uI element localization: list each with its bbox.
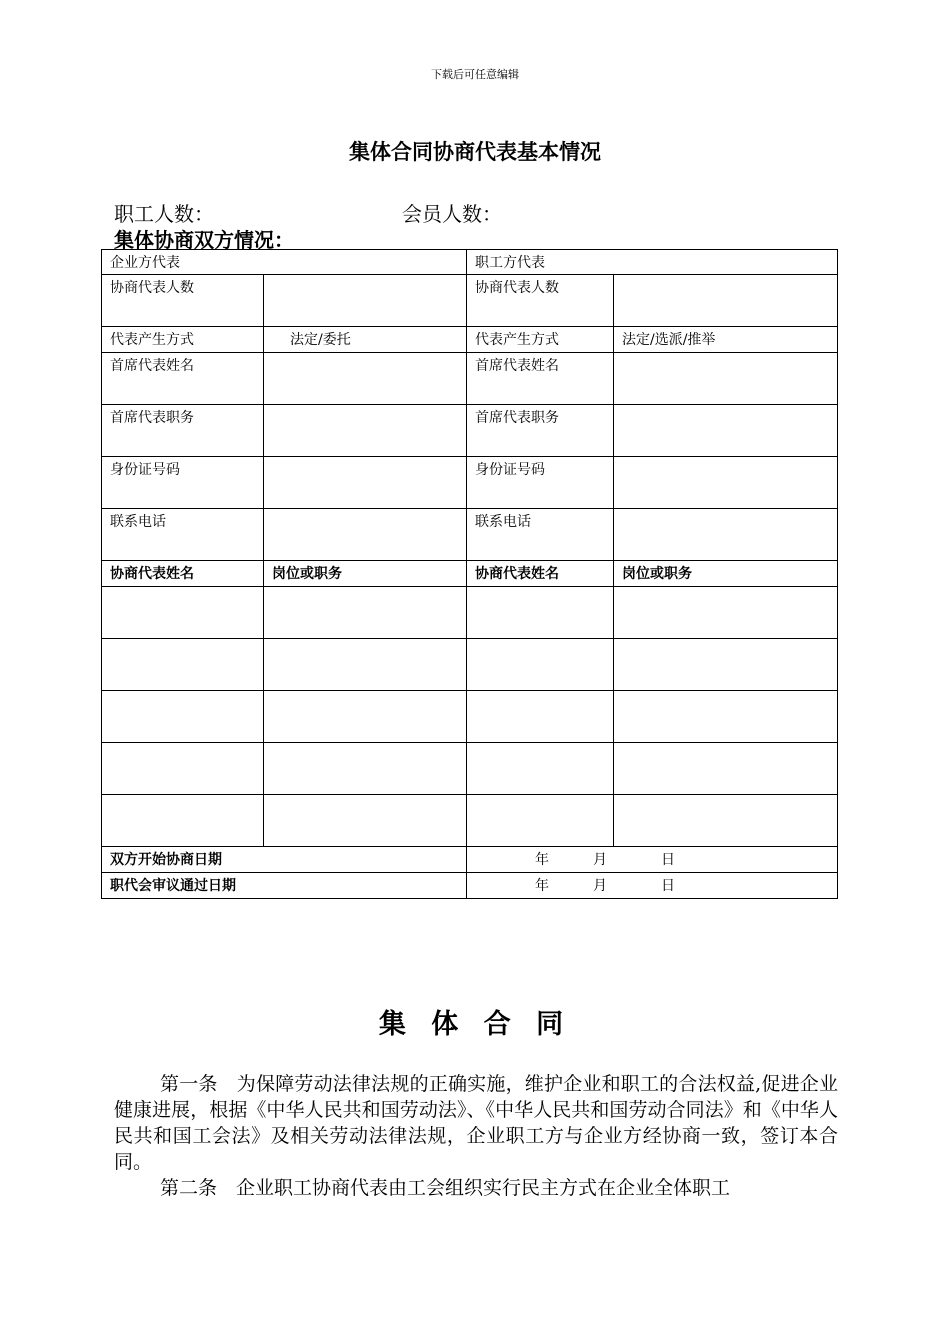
left-label: 身份证号码 bbox=[102, 457, 264, 509]
employer-header: 企业方代表 bbox=[102, 250, 467, 275]
left-value[interactable] bbox=[264, 405, 467, 457]
left-label: 联系电话 bbox=[102, 509, 264, 561]
member-cell[interactable] bbox=[614, 639, 838, 691]
member-position-header: 岗位或职务 bbox=[264, 561, 467, 587]
table-row bbox=[102, 873, 838, 899]
left-label: 首席代表姓名 bbox=[102, 353, 264, 405]
right-label: 协商代表人数 bbox=[467, 275, 614, 327]
employee-header: 职工方代表 bbox=[467, 250, 838, 275]
member-cell[interactable] bbox=[467, 795, 614, 847]
member-cell[interactable] bbox=[614, 795, 838, 847]
member-cell[interactable] bbox=[102, 795, 264, 847]
table-row bbox=[102, 275, 838, 327]
member-cell[interactable] bbox=[264, 587, 467, 639]
left-label: 代表产生方式 bbox=[102, 327, 264, 353]
member-cell[interactable] bbox=[614, 587, 838, 639]
count-line bbox=[114, 198, 814, 226]
left-label: 协商代表人数 bbox=[102, 275, 264, 327]
right-label: 首席代表职务 bbox=[467, 405, 614, 457]
member-cell[interactable] bbox=[102, 639, 264, 691]
table-row bbox=[102, 639, 838, 691]
congress-approval-date-label: 职代会审议通过日期 bbox=[102, 873, 467, 899]
right-label: 首席代表姓名 bbox=[467, 353, 614, 405]
negotiation-start-date-label: 双方开始协商日期 bbox=[102, 847, 467, 873]
document-title: 集体合同协商代表基本情况 bbox=[349, 140, 601, 164]
right-label: 代表产生方式 bbox=[467, 327, 614, 353]
left-value[interactable]: 法定/委托 bbox=[264, 327, 467, 353]
right-value[interactable] bbox=[614, 457, 838, 509]
right-label: 身份证号码 bbox=[467, 457, 614, 509]
right-label: 联系电话 bbox=[467, 509, 614, 561]
table-row bbox=[102, 847, 838, 873]
header-note: 下载后可任意编辑 bbox=[431, 68, 519, 81]
member-count-label: 会员人数： bbox=[402, 202, 502, 226]
table-row bbox=[102, 509, 838, 561]
member-cell[interactable] bbox=[467, 691, 614, 743]
table-row bbox=[102, 250, 838, 275]
representative-info-table bbox=[101, 249, 838, 899]
member-cell[interactable] bbox=[102, 691, 264, 743]
member-cell[interactable] bbox=[102, 743, 264, 795]
day-label: 日 bbox=[661, 852, 675, 868]
table-row bbox=[102, 587, 838, 639]
article-1-paragraph: 第一条 为保障劳动法律法规的正确实施，维护企业和职工的合法权益,促进企业健康进展，根据《中华人民共和国劳动法》、《中华人民共和国劳动合同法》和《中华人民共和国工会法》及相关劳动法律法规，企业职工方与企业方经协商一致，签订本合同。 bbox=[114, 1073, 838, 1173]
member-cell[interactable] bbox=[467, 639, 614, 691]
congress-approval-date-field[interactable] bbox=[467, 873, 838, 899]
left-value[interactable] bbox=[264, 275, 467, 327]
month-label: 月 bbox=[593, 852, 607, 868]
member-name-header: 协商代表姓名 bbox=[467, 561, 614, 587]
right-value[interactable] bbox=[614, 353, 838, 405]
table-row bbox=[102, 353, 838, 405]
table-row bbox=[102, 405, 838, 457]
right-value[interactable] bbox=[614, 275, 838, 327]
table-row bbox=[102, 795, 838, 847]
member-name-header: 协商代表姓名 bbox=[102, 561, 264, 587]
left-value[interactable] bbox=[264, 457, 467, 509]
left-value[interactable] bbox=[264, 353, 467, 405]
right-value[interactable]: 法定/选派/推举 bbox=[614, 327, 838, 353]
member-cell[interactable] bbox=[264, 795, 467, 847]
member-cell[interactable] bbox=[102, 587, 264, 639]
month-label: 月 bbox=[593, 878, 607, 894]
table-row bbox=[102, 561, 838, 587]
right-value[interactable] bbox=[614, 509, 838, 561]
left-label: 首席代表职务 bbox=[102, 405, 264, 457]
day-label: 日 bbox=[661, 878, 675, 894]
member-cell[interactable] bbox=[467, 743, 614, 795]
article-2-paragraph: 第二条 企业职工协商代表由工会组织实行民主方式在企业全体职工 bbox=[160, 1177, 731, 1199]
member-position-header: 岗位或职务 bbox=[614, 561, 838, 587]
table-row bbox=[102, 327, 838, 353]
right-value[interactable] bbox=[614, 405, 838, 457]
negotiation-start-date-field[interactable] bbox=[467, 847, 838, 873]
member-cell[interactable] bbox=[264, 691, 467, 743]
table-row bbox=[102, 691, 838, 743]
member-cell[interactable] bbox=[264, 639, 467, 691]
member-cell[interactable] bbox=[614, 691, 838, 743]
staff-count-label: 职工人数： bbox=[114, 202, 214, 226]
member-cell[interactable] bbox=[614, 743, 838, 795]
member-cell[interactable] bbox=[264, 743, 467, 795]
contract-title: 集 体 合 同 bbox=[378, 1009, 572, 1040]
table-row bbox=[102, 743, 838, 795]
year-label: 年 bbox=[535, 852, 549, 868]
section-label: 集体协商双方情况： bbox=[114, 228, 294, 252]
member-cell[interactable] bbox=[467, 587, 614, 639]
table-row bbox=[102, 457, 838, 509]
year-label: 年 bbox=[535, 878, 549, 894]
left-value[interactable] bbox=[264, 509, 467, 561]
